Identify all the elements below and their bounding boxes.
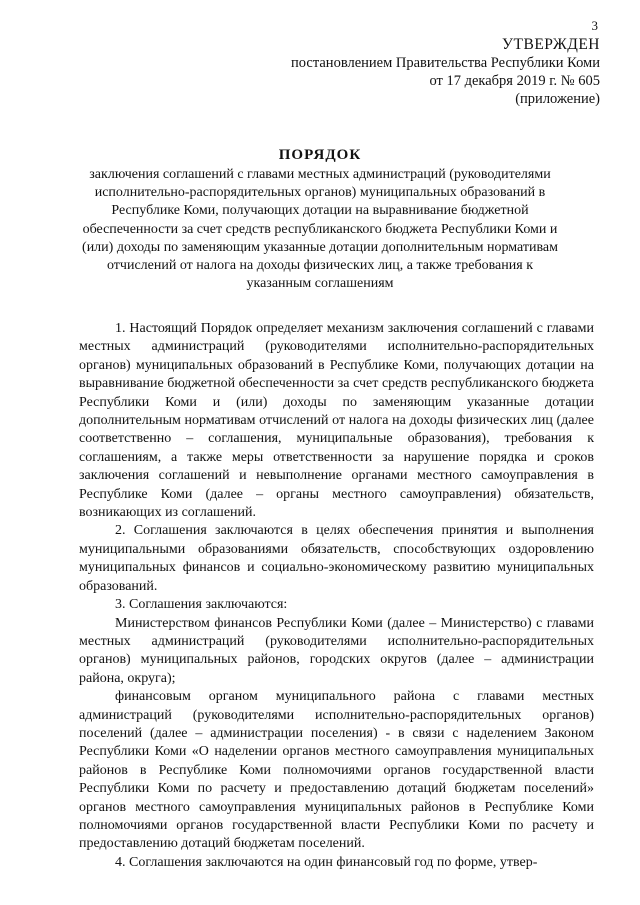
paragraph-3-item-1: Министерством финансов Республики Коми (далее – Министерство) с главами местных администраций (руководителями исполнительно-распорядительных органов) муниципальных районов, городских округов (далее – администрации района, округа); [79,615,594,686]
paragraph-4: 4. Соглашения заключаются на один финансовый год по форме, утвер- [115,854,538,870]
paragraph-3: 3. Соглашения заключаются: [115,597,288,613]
document-subtitle: заключения соглашений с главами местных администраций (руководителями исполнительно-распорядительных органов) муниципальных образований в Республике Коми, получающих дотации на выравнивание бюджетной обеспеченности за счет средств республиканского бюджета Республики Коми и (или) доходы по заменяющим указанные дотации дополнительным нормативам отчислений от налога на доходы физических лиц, а также требования к указанным соглашениям [82,167,558,292]
paragraph-1: 1. Настоящий Порядок определяет механизм заключения соглашений с главами местных администраций (руководителями исполнительно-распорядительных органов) муниципальных образований в Республике Коми, получающих дотации на выравнивание бюджетной обеспеченности за счет средств республиканского бюджета Республики Коми и (или) доходы по заменяющим указанные дотации дополнительным нормативам отчислений от налога на доходы физических лиц (далее соответственно – соглашения, муниципальные образования), требования к соглашениям, а также меры ответственности за нарушение порядка и сроков заключения соглашений и невыполнение органами местного самоуправления в Республике Коми (далее – органы местного самоуправления) обязательств, возникающих из соглашений. [79,321,594,521]
approval-line-2: от 17 декабря 2019 г. № 605 [429,73,600,89]
paragraph-2: 2. Соглашения заключаются в целях обеспечения принятия и выполнения муниципальными образованиями обязательств, способствующих оздоровлению муниципальных финансов и социально-экономическому развитию муниципальных образований. [79,523,594,594]
approval-title: УТВЕРЖДЕН [502,36,600,53]
document-body [79,320,594,872]
document-title: ПОРЯДОК [278,147,362,163]
approval-line-1: постановлением Правительства Республики Коми [291,55,600,71]
paragraph-3-item-2: финансовым органом муниципального района с главами местных администраций (руководителями исполнительно-распорядительных органов) поселений (далее – администрации поселения) - в связи с наделением Законом Республики Коми «О наделении органов местного самоуправления муниципальных районов в Республике Коми полномочиями органов государственной власти Республики Коми по расчету и предоставлению дотаций бюджетам поселений» органов местного самоуправления муниципальных районов в Республике Коми полномочиями органов государственной власти Республики Коми по расчету и предоставлению дотаций бюджетам поселений. [79,689,594,852]
approval-block [291,36,600,108]
approval-line-3: (приложение) [515,91,600,107]
page-number: 3 [591,18,598,33]
